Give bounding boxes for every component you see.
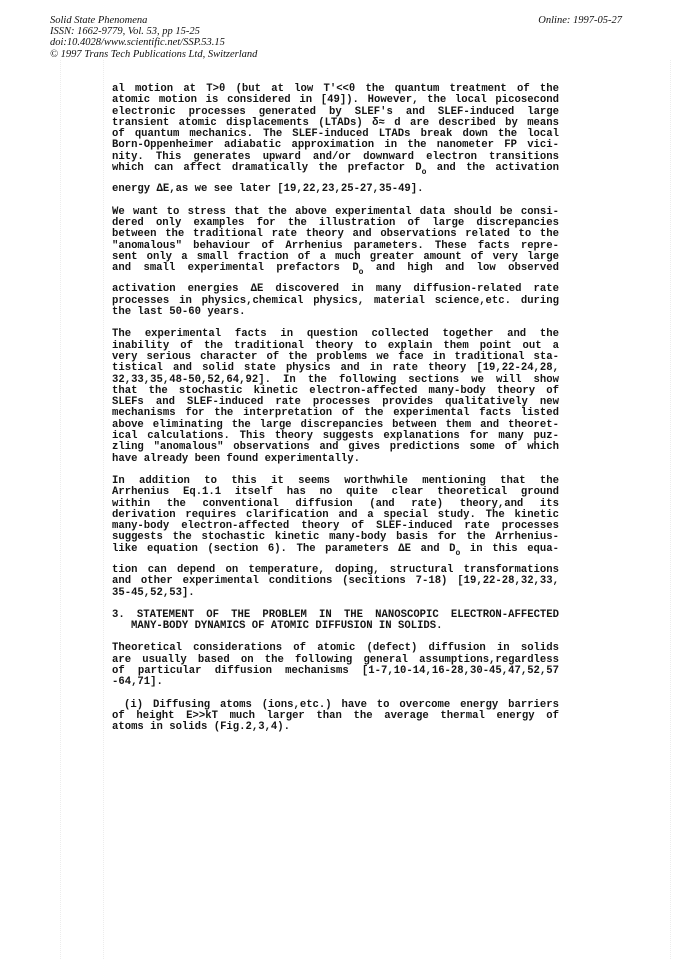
subscript: o xyxy=(358,268,364,278)
heading-line: MANY-BODY DYNAMICS OF ATOMIC DIFFUSION IN SOLIDS. xyxy=(131,620,443,633)
text-line: Arrhenius Eq.1.1 itself has no quite clear theoretical ground xyxy=(112,486,559,499)
journal-name: Solid State Phenomena xyxy=(50,15,148,26)
text-fragment: and high and low observed xyxy=(363,262,559,275)
text-line: transient atomic displacements (LTADs) δ≈ d are described by means xyxy=(112,116,559,129)
text-line-with-subscript xyxy=(112,163,559,178)
text-line: and other experimental conditions (secitions 7-18) [19,22-28,32,33, xyxy=(112,575,559,588)
text-line: many-body electron-affected theory of SLEF-induced rate processes xyxy=(112,520,559,533)
text-line: atoms in solids (Fig.2,3,4). xyxy=(112,721,291,734)
text-line: activation energies ΔE discovered in many diffusion-related rate xyxy=(112,283,559,296)
text-line: mechanisms for the interpretation of the experimental facts listed xyxy=(112,407,559,420)
watermark-line xyxy=(103,60,104,959)
text-line: of quantum mechanics. The SLEF-induced LTADs break down the local xyxy=(112,128,559,141)
text-line: derivation requires clarification and a special study. The kinetic xyxy=(112,508,559,521)
text-line: tion can depend on temperature, doping, structural transformations xyxy=(112,563,559,576)
watermark-line xyxy=(670,60,671,959)
text-line: energy ΔE,as we see later [19,22,23,25-27,35-49]. xyxy=(112,183,424,196)
heading-line: 3. STATEMENT OF THE PROBLEM IN THE NANOSCOPIC ELECTRON-AFFECTED xyxy=(112,608,559,621)
doi-line: doi:10.4028/www.scientific.net/SSP.53.15 xyxy=(50,37,225,49)
text-line: 35-45,52,53]. xyxy=(112,586,195,599)
text-line: atomic motion is considered in [49]). However, the local picosecond xyxy=(112,94,559,107)
text-line: sent only a small fraction of a much greater amount of very large xyxy=(112,250,559,263)
text-fragment: and the activation xyxy=(426,162,559,175)
text-line: above eliminating the large discrepancies between them and theoret- xyxy=(112,418,559,431)
paragraph-3 xyxy=(112,329,559,465)
subscript: o xyxy=(421,168,427,178)
subscript: o xyxy=(455,548,461,558)
text-line: of height E>>kT much larger than the average thermal energy of xyxy=(112,709,559,722)
paragraph-6 xyxy=(112,700,559,734)
text-line: dered only examples for the illustration of large discrepancies xyxy=(112,216,559,229)
text-line: the last 50-60 years. xyxy=(112,306,246,319)
online-date: Online: 1997-05-27 xyxy=(538,15,622,26)
text-line: "anomalous" behaviour of Arrhenius parameters. These facts repre- xyxy=(112,239,559,252)
text-line: processes in physics,chemical physics, material science,etc. during xyxy=(112,294,559,307)
text-line: In addition to this it seems worthwhile mentioning that the xyxy=(112,474,559,487)
paragraph-4 xyxy=(112,476,559,599)
article-body xyxy=(112,84,559,745)
text-line: -64,71]. xyxy=(112,676,163,689)
text-line: nity. This generates upward and/or downward electron transitions xyxy=(112,150,559,163)
text-line: have already been found experimentally. xyxy=(112,452,360,465)
text-line: within the conventional diffusion (and rate) theory,and its xyxy=(112,497,559,510)
text-line: of particular diffusion mechanisms [1-7,10-14,16-28,30-45,47,52,57 xyxy=(112,665,559,678)
text-fragment: like equation (section 6). The parameters ΔE and D xyxy=(112,542,456,555)
text-line: The experimental facts in question collected together and the xyxy=(112,328,559,341)
section-heading xyxy=(112,610,559,633)
text-line: electronic processes generated by SLEF's and SLEF-induced large xyxy=(112,105,559,118)
text-line: Theoretical considerations of atomic (defect) diffusion in solids xyxy=(112,642,559,655)
text-line: inability of the traditional theory to explain them point out a xyxy=(112,339,559,352)
text-line: that the stochastic kinetic electron-affected many-body theory of xyxy=(112,384,559,397)
text-line: suggests the stochastic kinetic many-body basis for the Arrhenius- xyxy=(112,531,559,544)
paragraph-1 xyxy=(112,84,559,196)
text-fragment: which can affect dramatically the prefactor D xyxy=(112,162,422,175)
paragraph-5 xyxy=(112,643,559,688)
text-line: Born-Oppenheimer adiabatic approximation in the nanometer FP vici- xyxy=(112,139,559,152)
text-line: SLEFs and SLEF-induced rate processes provides qualitatively new xyxy=(112,396,559,409)
text-line: 32,33,35,48-50,52,64,92]. In the following sections we will show xyxy=(112,373,559,386)
copyright-line: © 1997 Trans Tech Publications Ltd, Switzerland xyxy=(50,48,258,60)
paragraph-2 xyxy=(112,207,559,319)
issn-line: ISSN: 1662-9779, Vol. 53, pp 15-25 xyxy=(50,26,200,38)
text-fragment: in this equa- xyxy=(460,542,559,555)
text-fragment: and small experimental prefactors D xyxy=(112,262,359,275)
text-line: (i) Diffusing atoms (ions,etc.) have to overcome energy barriers xyxy=(124,698,559,711)
text-line: very serious character of the problems we face in traditional sta- xyxy=(112,350,559,363)
watermark-line xyxy=(60,60,61,959)
text-line-with-subscript xyxy=(112,263,559,278)
text-line: are usually based on the following general assumptions,regardless xyxy=(112,653,559,666)
text-line: tistical and solid state physics and in rate theory [19,22-24,28, xyxy=(112,362,559,375)
text-line: zling "anomalous" observations and gives predictions some of which xyxy=(112,441,559,454)
text-line: We want to stress that the above experimental data should be consi- xyxy=(112,205,559,218)
text-line: al motion at T>θ (but at low T'<<θ the quantum treatment of the xyxy=(112,83,559,95)
text-line: between the traditional rate theory and observations related to the xyxy=(112,228,559,241)
journal-header xyxy=(50,15,257,60)
text-line: ical calculations. This theory suggests explanations for many puz- xyxy=(112,430,559,443)
text-line-with-subscript xyxy=(112,544,559,559)
